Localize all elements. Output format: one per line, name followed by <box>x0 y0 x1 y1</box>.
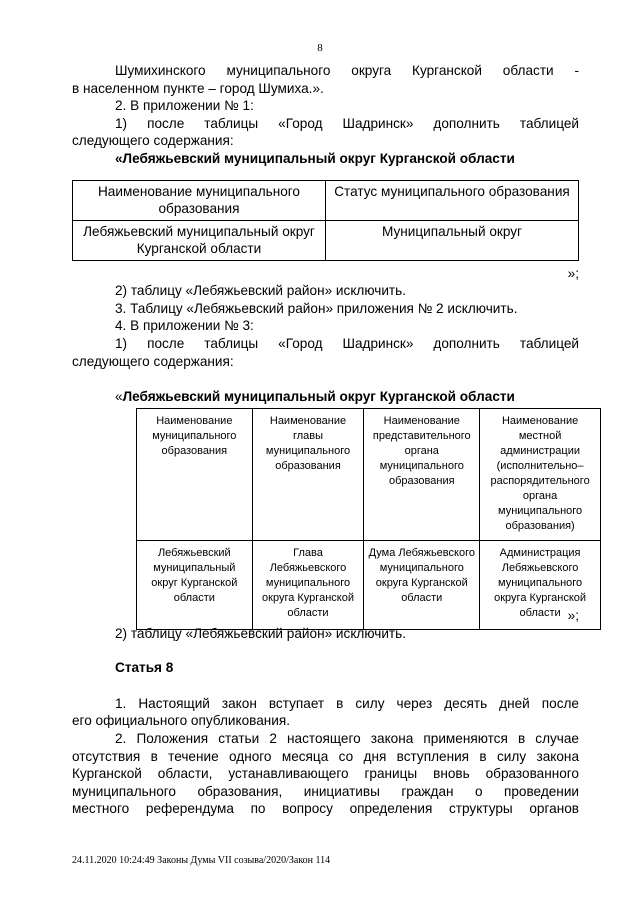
structure-table-wrap <box>0 396 640 630</box>
list-item: 2. В приложении № 1: <box>115 98 254 114</box>
table-heading: «Лебяжьевский муниципальный округ Курганской области <box>115 150 515 166</box>
list-item: 2) таблицу «Лебяжьевский район» исключить. <box>115 625 407 641</box>
table-cell: Лебяжьевский муниципальный округ Курганской области <box>73 220 326 260</box>
article-title: Статья 8 <box>115 660 174 676</box>
paragraph-line: следующего содержания: <box>72 353 234 369</box>
closing-quote: »; <box>567 608 579 623</box>
paragraph-line: 2. Положения статьи 2 настоящего закона применяются в случае <box>115 730 579 746</box>
structure-table <box>136 408 601 630</box>
table-header-cell: Наименование муниципального образования <box>73 180 326 220</box>
list-item: 3. Таблицу «Лебяжьевский район» приложения № 2 исключить. <box>115 300 518 316</box>
list-item: 1) после таблицы «Город Шадринск» дополнить таблицей <box>115 335 579 351</box>
paragraph-line: следующего содержания: <box>72 133 234 149</box>
heading-text: Лебяжьевский муниципальный округ Курганской области <box>122 389 515 405</box>
table-cell: Дума Лебяжьевского муниципального округа Курганской области <box>364 541 480 630</box>
page-number: 8 <box>317 42 323 54</box>
paragraph-line: местного референдума по вопросу определения структуры органов <box>72 801 579 817</box>
paragraph-line: его официального опубликования. <box>72 713 291 729</box>
opening-quote: « <box>115 389 123 405</box>
page-footer: 24.11.2020 10:24:49 Законы Думы VII созыва/2020/Закон 114 <box>72 855 331 866</box>
closing-quote: »; <box>567 265 579 281</box>
table-cell: Муниципальный округ <box>326 220 579 260</box>
table-header-cell: Наименование местной администрации (исполнительно–распорядительного органа муниципального образования) <box>480 409 601 541</box>
document-body <box>72 62 579 406</box>
table-cell: Лебяжьевский муниципальный округ Курганской области <box>137 541 253 630</box>
paragraph-line: в населенном пункте – город Шумиха.». <box>72 80 324 96</box>
paragraph-line: отсутствия в течение одного месяца со дня вступления в силу закона <box>72 748 579 764</box>
list-item: 1) после таблицы «Город Шадринск» дополнить таблицей <box>115 115 579 131</box>
table-header-cell: Статус муниципального образования <box>326 180 579 220</box>
status-table <box>72 180 579 261</box>
paragraph-line: Курганской области, устанавливающего границы вновь образованного <box>72 766 579 782</box>
table-header-cell: Наименование представительного органа муниципального образования <box>364 409 480 541</box>
table-header-cell: Наименование муниципального образования <box>137 409 253 541</box>
list-item: 2) таблицу «Лебяжьевский район» исключить. <box>115 283 407 299</box>
paragraph-line: муниципального образования, инициативы граждан о проведении <box>72 783 579 799</box>
table-cell: Глава Лебяжьевского муниципального округа Курганской области <box>252 541 364 630</box>
list-item: 4. В приложении № 3: <box>115 318 254 334</box>
paragraph-line: 1. Настоящий закон вступает в силу через десять дней после <box>115 695 579 711</box>
table-cell: Администрация Лебяжьевского муниципального округа Курганской области <box>480 541 601 630</box>
table-header-cell: Наименование главы муниципального образования <box>252 409 364 541</box>
document-body-continued <box>72 607 579 818</box>
paragraph-line: Шумихинского муниципального округа Курганской области - <box>115 63 579 78</box>
